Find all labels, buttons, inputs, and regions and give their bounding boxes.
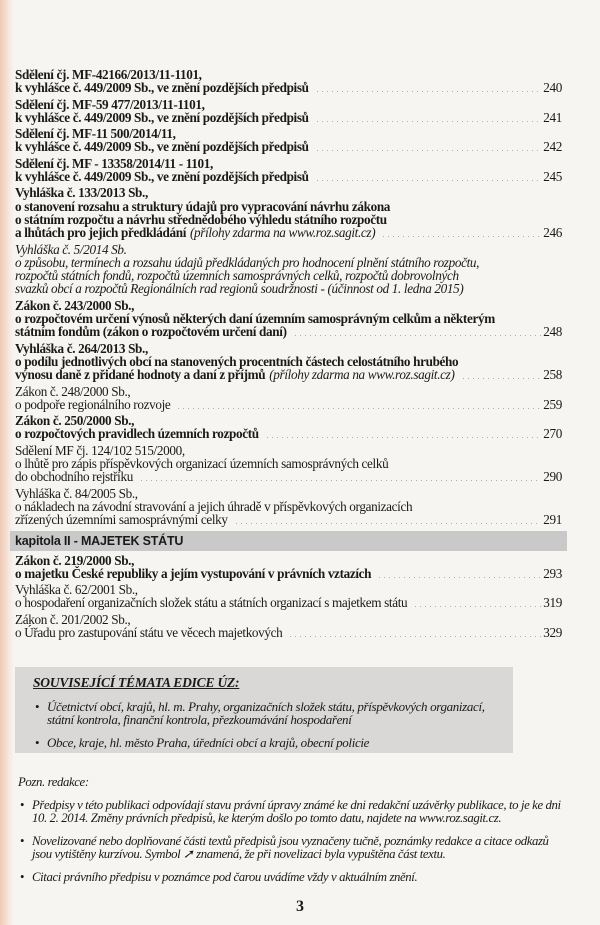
- toc-page-number: 240: [543, 80, 562, 96]
- toc-entry-text: zřízených územními samosprávnými celky: [15, 512, 228, 528]
- toc-entry-last-line: [15, 325, 562, 338]
- toc-page-number: 290: [543, 469, 562, 485]
- toc-entry-title: Sdělení čj. MF-11 500/2014/11,: [15, 126, 176, 142]
- toc-entry-text: o podpoře regionálního rozvoje: [15, 396, 171, 412]
- dot-leader: [265, 428, 541, 438]
- toc-entry: [15, 613, 562, 640]
- toc-entry: [15, 414, 562, 441]
- note-item: • Novelizované nebo doplňované části textů předpisů jsou vyznačeny tučně, poznámky redakce a citace odkazů jsou vytištěny kurzívou. Symbol ➚ znamená, že při novelizaci byla vypuštěna část textu.: [18, 835, 568, 862]
- toc-entry-text: do obchodního rejstříku: [15, 469, 133, 485]
- toc-entry-last-line: [15, 626, 562, 639]
- toc-entry-last-line: [15, 111, 562, 124]
- toc-entry-title: Vyhláška č. 84/2005 Sb.,: [15, 485, 138, 501]
- toc-entry-last-line: [15, 170, 562, 183]
- toc-entry-text: o způsobu, termínech a rozsahu údajů předkládaných pro hodnocení plnění státního rozpočtu,: [15, 254, 480, 270]
- toc-entry-title: Sdělení čj. MF-42166/2013/11-1101,: [15, 67, 202, 82]
- toc-entry-title: Vyhláška č. 5/2014 Sb.: [15, 241, 127, 257]
- toc-entry-text: a lhůtách pro jejich předkládání: [15, 225, 187, 241]
- dot-leader: [176, 399, 541, 409]
- related-topics-box: [15, 667, 513, 753]
- toc-entry-text: o lhůtě pro zápis příspěvkových organizací územních samosprávných celků: [15, 456, 389, 472]
- toc-entry: [15, 157, 562, 184]
- toc-entry-last-line: [15, 513, 562, 526]
- toc-entry: [15, 554, 562, 581]
- dot-leader: [315, 82, 542, 92]
- toc-entry-title: Vyhláška č. 133/2013 Sb.,: [15, 185, 148, 201]
- dot-leader: [234, 514, 542, 524]
- toc-entry-text: o Úřadu pro zastupování státu ve věcech majetkových: [15, 624, 283, 640]
- toc-page-number: 293: [543, 565, 562, 581]
- note-item: • Předpisy v této publikaci odpovídají stavu právní úpravy známé ke dni redakční uzávěrky publikace, to je ke dni 10. 2. 2014. Změny právních předpisů, ke kterým došlo po tomto datu, najdete na www.roz.sagit.cz.: [18, 799, 568, 826]
- related-topics-title: SOUVISEJÍCÍ TÉMATA EDICE ÚZ:: [33, 675, 240, 690]
- dot-leader: [293, 326, 542, 336]
- toc-entry: [15, 98, 562, 125]
- notes-title: Pozn. redakce:: [18, 775, 89, 789]
- dot-leader: [139, 471, 541, 481]
- toc-entry-text: výnosu daně z přidané hodnoty a daní z příjmů: [15, 367, 266, 383]
- toc-section-1: [15, 68, 562, 527]
- toc-entry-text: o hospodaření organizačních složek státu a státních organizací s majetkem státu: [15, 595, 408, 611]
- toc-entry-text: k vyhlášce č. 449/2009 Sb., ve znění pozdějších předpisů: [15, 169, 309, 185]
- toc-entry-text: k vyhlášce č. 449/2009 Sb., ve znění pozdějších předpisů: [15, 109, 309, 125]
- toc-entry-last-line: [15, 81, 562, 94]
- related-topic-item: • Obce, kraje, hl. město Praha, úředníci obcí a krajů, obecní policie: [33, 736, 513, 750]
- page-edge-shadow: [0, 0, 14, 925]
- toc-entry-last-line: [15, 226, 562, 239]
- toc-entry-title: Zákon č. 201/2002 Sb.,: [15, 611, 131, 627]
- toc-page-number: 241: [543, 109, 562, 125]
- toc-page-number: 258: [543, 367, 562, 383]
- editor-notes: [18, 776, 568, 893]
- toc-entry-title: Vyhláška č. 264/2013 Sb.,: [15, 340, 148, 356]
- toc-entry: [15, 444, 562, 484]
- toc-entry: [15, 186, 562, 239]
- toc-entry: [15, 583, 562, 610]
- toc-entry: [15, 299, 562, 339]
- toc-entry-text: o podílu jednotlivých obcí na stanovených procentních částech celostátního hrubého: [15, 353, 459, 369]
- toc-entry-last-line: [15, 427, 562, 440]
- toc-entry-title: Zákon č. 219/2000 Sb.,: [15, 552, 135, 568]
- toc-entry-last-line: [15, 567, 562, 580]
- toc-page-number: 329: [543, 624, 562, 640]
- toc-entry-title: Zákon č. 248/2000 Sb.,: [15, 383, 131, 399]
- toc-entry: [15, 385, 562, 412]
- dot-leader: [315, 171, 542, 181]
- dot-leader: [315, 141, 542, 151]
- toc-entry-title: Sdělení čj. MF - 13358/2014/11 - 1101,: [15, 155, 213, 171]
- toc-entry: [15, 243, 562, 296]
- toc-entry: [15, 68, 562, 95]
- toc-entry: [15, 127, 562, 154]
- toc-entry-text: o rozpočtových pravidlech územních rozpočtů: [15, 426, 259, 442]
- dot-leader: [413, 597, 541, 607]
- toc-section-2: [15, 554, 562, 640]
- toc-entry-last-line: [15, 140, 562, 153]
- dot-leader: [381, 227, 541, 237]
- toc-entry-text: o nákladech na závodní stravování a jejich úhradě v příspěvkových organizacích: [15, 498, 413, 514]
- toc-page-number: 291: [543, 512, 562, 528]
- toc-page-number: 246: [543, 225, 562, 241]
- dot-leader: [288, 627, 541, 637]
- toc-entry-last-line: [15, 398, 562, 411]
- toc-entry-title: Zákon č. 250/2000 Sb.,: [15, 413, 135, 429]
- toc-page-number: 245: [543, 169, 562, 185]
- toc-entry-title: Zákon č. 243/2000 Sb.,: [15, 297, 135, 313]
- toc-entry-text: o majetku České republiky a jejím vystupování v právních vztazích: [15, 565, 372, 581]
- note-item: • Citaci právního předpisu v poznámce pod čarou uvádíme vždy v aktuálním znění.: [18, 871, 568, 885]
- toc-entry-text: o státním rozpočtu a návrhu střednědobého výhledu státního rozpočtu: [15, 211, 387, 227]
- toc-entry-title: Sdělení čj. MF-59 477/2013/11-1101,: [15, 96, 205, 112]
- toc-entry-text: svazků obcí a rozpočtů Regionálních rad regionů soudržnosti - (účinnost od 1. ledna 2015): [15, 281, 464, 297]
- toc-page-number: 319: [543, 595, 562, 611]
- toc-entry-text: k vyhlášce č. 449/2009 Sb., ve znění pozdějších předpisů: [15, 139, 309, 155]
- toc-entry: [15, 342, 562, 382]
- toc-entry-title: Sdělení MF čj. 124/102 515/2000,: [15, 442, 185, 458]
- toc-page-number: 242: [543, 139, 562, 155]
- chapter-heading: kapitola II - MAJETEK STÁTU: [10, 531, 567, 551]
- toc-entry-text: k vyhlášce č. 449/2009 Sb., ve znění pozdějších předpisů: [15, 80, 309, 96]
- toc-entry-text: státním fondům (zákon o rozpočtovém určení daní): [15, 324, 287, 340]
- toc-page-number: 248: [543, 324, 562, 340]
- page-number: 3: [296, 898, 304, 915]
- toc-page-number: 270: [543, 426, 562, 442]
- toc-entry-note: (přílohy zdarma na www.roz.sagit.cz): [190, 225, 376, 241]
- toc-page-number: 259: [543, 396, 562, 412]
- toc-entry: [15, 487, 562, 527]
- related-topic-item: • Účetnictví obcí, krajů, hl. m. Prahy, organizačních složek státu, příspěvkových organizací, státní kontrola, finanční kontrola, přezkoumávání hospodaření: [33, 700, 513, 727]
- toc-entry-note: (přílohy zdarma na www.roz.sagit.cz): [269, 367, 455, 383]
- dot-leader: [377, 568, 541, 578]
- table-of-contents: [15, 68, 562, 642]
- toc-entry-text: rozpočtů státních fondů, rozpočtů územních samosprávných celků, rozpočtů dobrovolných: [15, 268, 459, 284]
- toc-entry-last-line: [15, 470, 562, 483]
- toc-entry-last-line: [15, 368, 562, 381]
- toc-entry-title: Vyhláška č. 62/2001 Sb.,: [15, 582, 138, 598]
- toc-entry-text: o stanovení rozsahu a struktury údajů pro vypracování návrhu zákona: [15, 198, 391, 214]
- toc-entry-text: o rozpočtovém určení výnosů některých daní územním samosprávným celkům a některým: [15, 311, 495, 327]
- dot-leader: [315, 112, 542, 122]
- toc-entry-last-line: [15, 596, 562, 609]
- dot-leader: [461, 369, 542, 379]
